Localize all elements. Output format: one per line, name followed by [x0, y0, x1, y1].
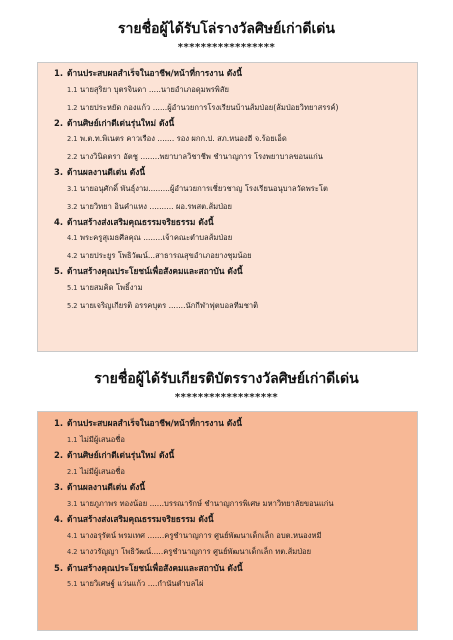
category-number: 2.: [54, 450, 64, 460]
category-heading: [54, 416, 411, 432]
item-text: นายสมคิด โพธิ์งาม: [80, 282, 143, 292]
list-item: [54, 180, 411, 198]
category-number: 3.: [54, 482, 64, 492]
list-item: [54, 130, 411, 148]
item-number: 4.1: [67, 234, 78, 242]
category-heading-text: ด้านประสบผลสำเร็จในอาชีพ/หน้าที่การงาน ดังนี้: [67, 68, 242, 78]
list-item: [54, 496, 411, 513]
item-number: 2.1: [67, 467, 78, 476]
category-number: 1.: [54, 418, 64, 428]
category-number: 2.: [54, 117, 64, 128]
list-item: [54, 528, 411, 545]
category-section: [54, 480, 411, 512]
item-number: 1.1: [67, 85, 78, 94]
item-text: ไม่มีผู้เสนอชื่อ: [80, 434, 125, 444]
item-number: 5.1: [67, 283, 78, 292]
item-text: นายประยูร โพธิวัฒน์...สาธารณสุขอำเภอยางชุมน้อย: [80, 251, 252, 260]
category-heading: [54, 265, 411, 279]
category-heading: [54, 561, 411, 577]
category-heading: [54, 512, 411, 528]
category-heading: [54, 480, 411, 496]
category-heading: [54, 216, 411, 230]
item-text: พ.ต.ท.พิเนตร คาวเรือง ....... รอง ผกก.ป. สภ.หนองฮี จ.ร้อยเอ็ด: [80, 134, 287, 143]
title-divider-stars: *****************: [177, 42, 276, 53]
item-text: นางวินิดตรา อัตชู ........พยาบาลวิชาชีพ ชำนาญการ โรงพยาบาลขอนแก่น: [80, 152, 323, 161]
item-text: นายสุริยา บุตรจินดา .....นายอำเภอดุมพรพิสัย: [80, 84, 229, 94]
list-item: [54, 432, 411, 449]
category-section: [54, 561, 411, 593]
item-number: 1.1: [67, 435, 78, 444]
item-text: นายวิเศษฐ์ แว่นแก้ว ....กำนันตำบลไผ่: [80, 579, 204, 588]
category-number: 1.: [54, 68, 64, 78]
category-heading-text: ด้านผลงานดีเด่น ดังนี้: [67, 482, 146, 492]
item-number: 3.1: [67, 499, 78, 508]
list-item: [54, 148, 411, 166]
category-heading: [54, 67, 411, 81]
item-text: นางอรุรัตน์ พรมเทศ .......ครูชำนาญการ ศูนย์พัฒนาเด็กเล็ก อบต.หนองหมี: [80, 530, 322, 540]
category-section: [54, 216, 411, 266]
item-number: 4.2: [67, 252, 78, 260]
category-section: [54, 416, 411, 448]
certificate-list-panel: [37, 411, 418, 631]
category-heading-text: ด้านสร้างส่งเสริมคุณธรรมจริยธรรม ดังนี้: [67, 216, 214, 227]
list-item: [54, 198, 411, 216]
item-number: 3.2: [67, 202, 78, 211]
category-section: [54, 265, 411, 315]
category-number: 3.: [54, 167, 64, 177]
item-text: นายประหยัด กองแก้ว ......ผู้อำนวยการโรงเรียนบ้านส้มป่อย(ส้มป่อยวิทยาสรรค์): [80, 102, 339, 112]
item-text: นายภูภาพร ทองน้อย ......บรรณารักษ์ ชำนาญการพิเศษ มหาวิทยาลัยขอนแก่น: [80, 498, 334, 508]
item-number: 4.2: [67, 548, 78, 556]
item-number: 5.2: [67, 301, 78, 310]
item-number: 5.1: [67, 580, 78, 588]
item-text: นายวิทยา อินคำแหง .......... ผอ.รพสต.ส้มป่อย: [80, 201, 232, 211]
list-item: [54, 247, 411, 265]
category-heading-text: ด้านสร้างคุณประโยชน์เพื่อสังคมและสถาบัน ดังนี้: [67, 562, 243, 573]
list-item: [54, 279, 411, 297]
category-section: [54, 448, 411, 480]
list-item: [54, 544, 411, 561]
certificate-list-title: รายชื่อผู้ได้รับเกียรติบัตรรางวัลศิษย์เก่าดีเด่น: [94, 371, 359, 387]
category-number: 5.: [54, 266, 64, 276]
category-section: [54, 166, 411, 216]
category-heading-text: ด้านสร้างคุณประโยชน์เพื่อสังคมและสถาบัน ดังนี้: [67, 266, 243, 276]
list-item: [54, 464, 411, 481]
category-heading-text: ด้านผลงานดีเด่น ดังนี้: [67, 167, 146, 177]
list-item: [54, 81, 411, 99]
item-number: 3.1: [67, 184, 78, 193]
category-heading: [54, 448, 411, 464]
item-number: 2.2: [67, 153, 78, 161]
category-heading-text: ด้านสร้างส่งเสริมคุณธรรมจริยธรรม ดังนี้: [67, 514, 214, 524]
item-text: ไม่มีผู้เสนอชื่อ: [80, 466, 125, 476]
item-number: 4.1: [67, 531, 78, 540]
category-number: 4.: [54, 216, 64, 227]
title-divider-stars: ******************: [174, 392, 279, 403]
item-text: นายอนุศักดิ์ พันธุ์งาม.........ผู้อำนวยการเชี่ยวชาญ โรงเรียนอนุบาลวัดพระโต: [80, 183, 328, 193]
category-section: [54, 512, 411, 561]
category-number: 4.: [54, 514, 64, 524]
category-heading-text: ด้านศิษย์เก่าดีเด่นรุ่นใหม่ ดังนี้: [67, 117, 175, 128]
category-heading: [54, 117, 411, 131]
category-heading: [54, 166, 411, 180]
item-number: 1.2: [67, 103, 78, 112]
category-section: [54, 117, 411, 167]
category-heading-text: ด้านศิษย์เก่าดีเด่นรุ่นใหม่ ดังนี้: [67, 450, 175, 460]
category-section: [54, 67, 411, 117]
list-item: [54, 297, 411, 315]
item-number: 2.1: [67, 135, 78, 143]
list-item: [54, 576, 411, 593]
award-list-title: รายชื่อผู้ได้รับโล่รางวัลศิษย์เก่าดีเด่น: [118, 21, 335, 37]
category-number: 5.: [54, 562, 64, 573]
item-text: พระครูสุเมธศีลคุณ ........เจ้าคณะตำบลส้มป่อย: [80, 233, 233, 242]
category-heading-text: ด้านประสบผลสำเร็จในอาชีพ/หน้าที่การงาน ดังนี้: [67, 418, 242, 428]
list-item: [54, 99, 411, 117]
list-item: [54, 229, 411, 247]
award-list-panel: [37, 62, 418, 352]
item-text: นายเจริญเกียรติ อรรคบุตร .......นักกีฬาฟุตบอลทีมชาติ: [80, 300, 259, 310]
item-text: นางวรัญญา โพธิวัฒน์.....ครูชำนาญการ ศูนย์พัฒนาเด็กเล็ก ทต.ส้มป่อย: [80, 547, 312, 556]
